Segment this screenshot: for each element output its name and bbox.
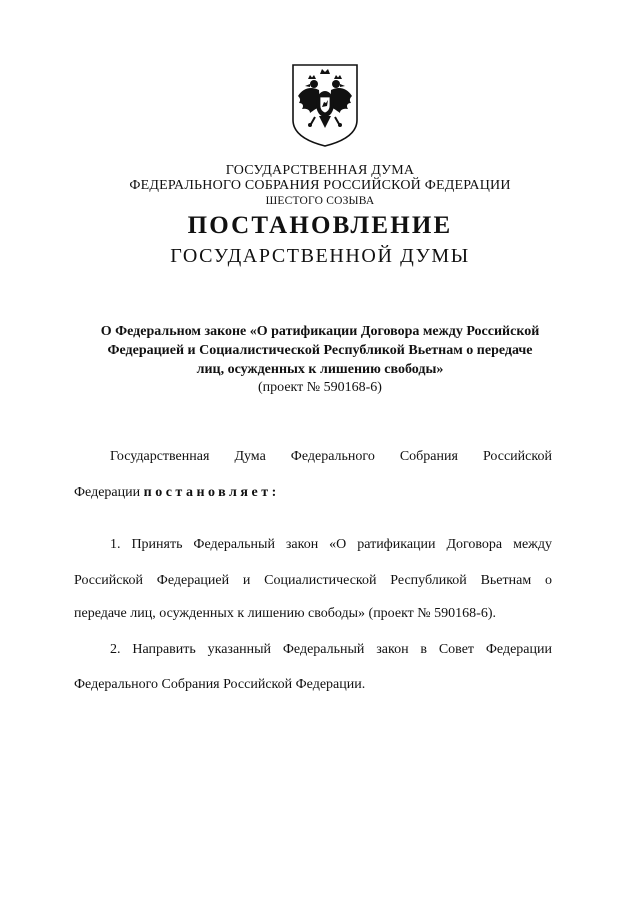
word: Федеральный xyxy=(282,642,365,657)
issuing-body-title: ГОСУДАРСТВЕННАЯ ДУМА xyxy=(225,163,415,178)
word: закон xyxy=(376,642,409,657)
word: Договора xyxy=(446,537,503,552)
word: Вьетнам xyxy=(480,573,532,588)
item-2-line xyxy=(110,643,552,657)
word: Направить xyxy=(132,642,196,657)
decision-verb: постановляет: xyxy=(143,485,280,500)
word: о xyxy=(544,573,552,588)
word: закон xyxy=(285,537,319,552)
item-1-line xyxy=(74,574,552,588)
word: указанный xyxy=(207,642,272,657)
word: Социалистической xyxy=(264,573,377,588)
word: ратификации xyxy=(357,537,436,552)
document-type-heading: ПОСТАНОВЛЕНИЕ xyxy=(187,212,453,239)
word: в xyxy=(420,642,428,657)
word: Принять xyxy=(131,537,183,552)
word: 2. xyxy=(110,642,121,657)
subject-line: О Федеральном законе «О ратификации Договора между Российской xyxy=(100,324,540,339)
subject-line: лиц, осужденных к лишению свободы» xyxy=(196,362,444,377)
intro-paragraph-line xyxy=(110,450,552,464)
project-number: (проект № 590168-6) xyxy=(258,380,382,395)
word: между xyxy=(513,537,552,552)
word: 1. xyxy=(110,537,121,552)
issuing-body-subtitle: ФЕДЕРАЛЬНОГО СОБРАНИЯ РОССИЙСКОЙ ФЕДЕРАЦИИ xyxy=(129,178,511,193)
item-1-line: передаче лиц, осужденных к лишению свободы» (проект № 590168-6). xyxy=(74,606,496,621)
word: Республикой xyxy=(390,573,467,588)
subject-line: Федерацией и Социалистической Республикой Вьетнам о передаче xyxy=(107,343,533,358)
word: Совет xyxy=(438,642,475,657)
word: Федерации xyxy=(485,642,552,657)
document-issuer-heading: ГОСУДАРСТВЕННОЙ ДУМЫ xyxy=(170,245,470,267)
word: Государственная xyxy=(110,449,210,464)
word: «О xyxy=(329,537,347,552)
convocation-label: ШЕСТОГО СОЗЫВА xyxy=(265,195,375,207)
word: Собрания xyxy=(399,449,458,464)
double-headed-eagle-icon xyxy=(289,62,361,148)
item-2-line: Федерального Собрания Российской Федерации. xyxy=(74,677,366,692)
word: Российской xyxy=(482,449,552,464)
word: Федеральный xyxy=(193,537,275,552)
word: Федерацией xyxy=(156,573,230,588)
item-1-line xyxy=(110,538,552,552)
intro-paragraph-line xyxy=(74,486,280,500)
word: Дума xyxy=(234,449,266,464)
word: и xyxy=(242,573,251,588)
word: Российской xyxy=(74,573,143,588)
word: Федерации xyxy=(74,485,141,500)
word: Федерального xyxy=(290,449,375,464)
